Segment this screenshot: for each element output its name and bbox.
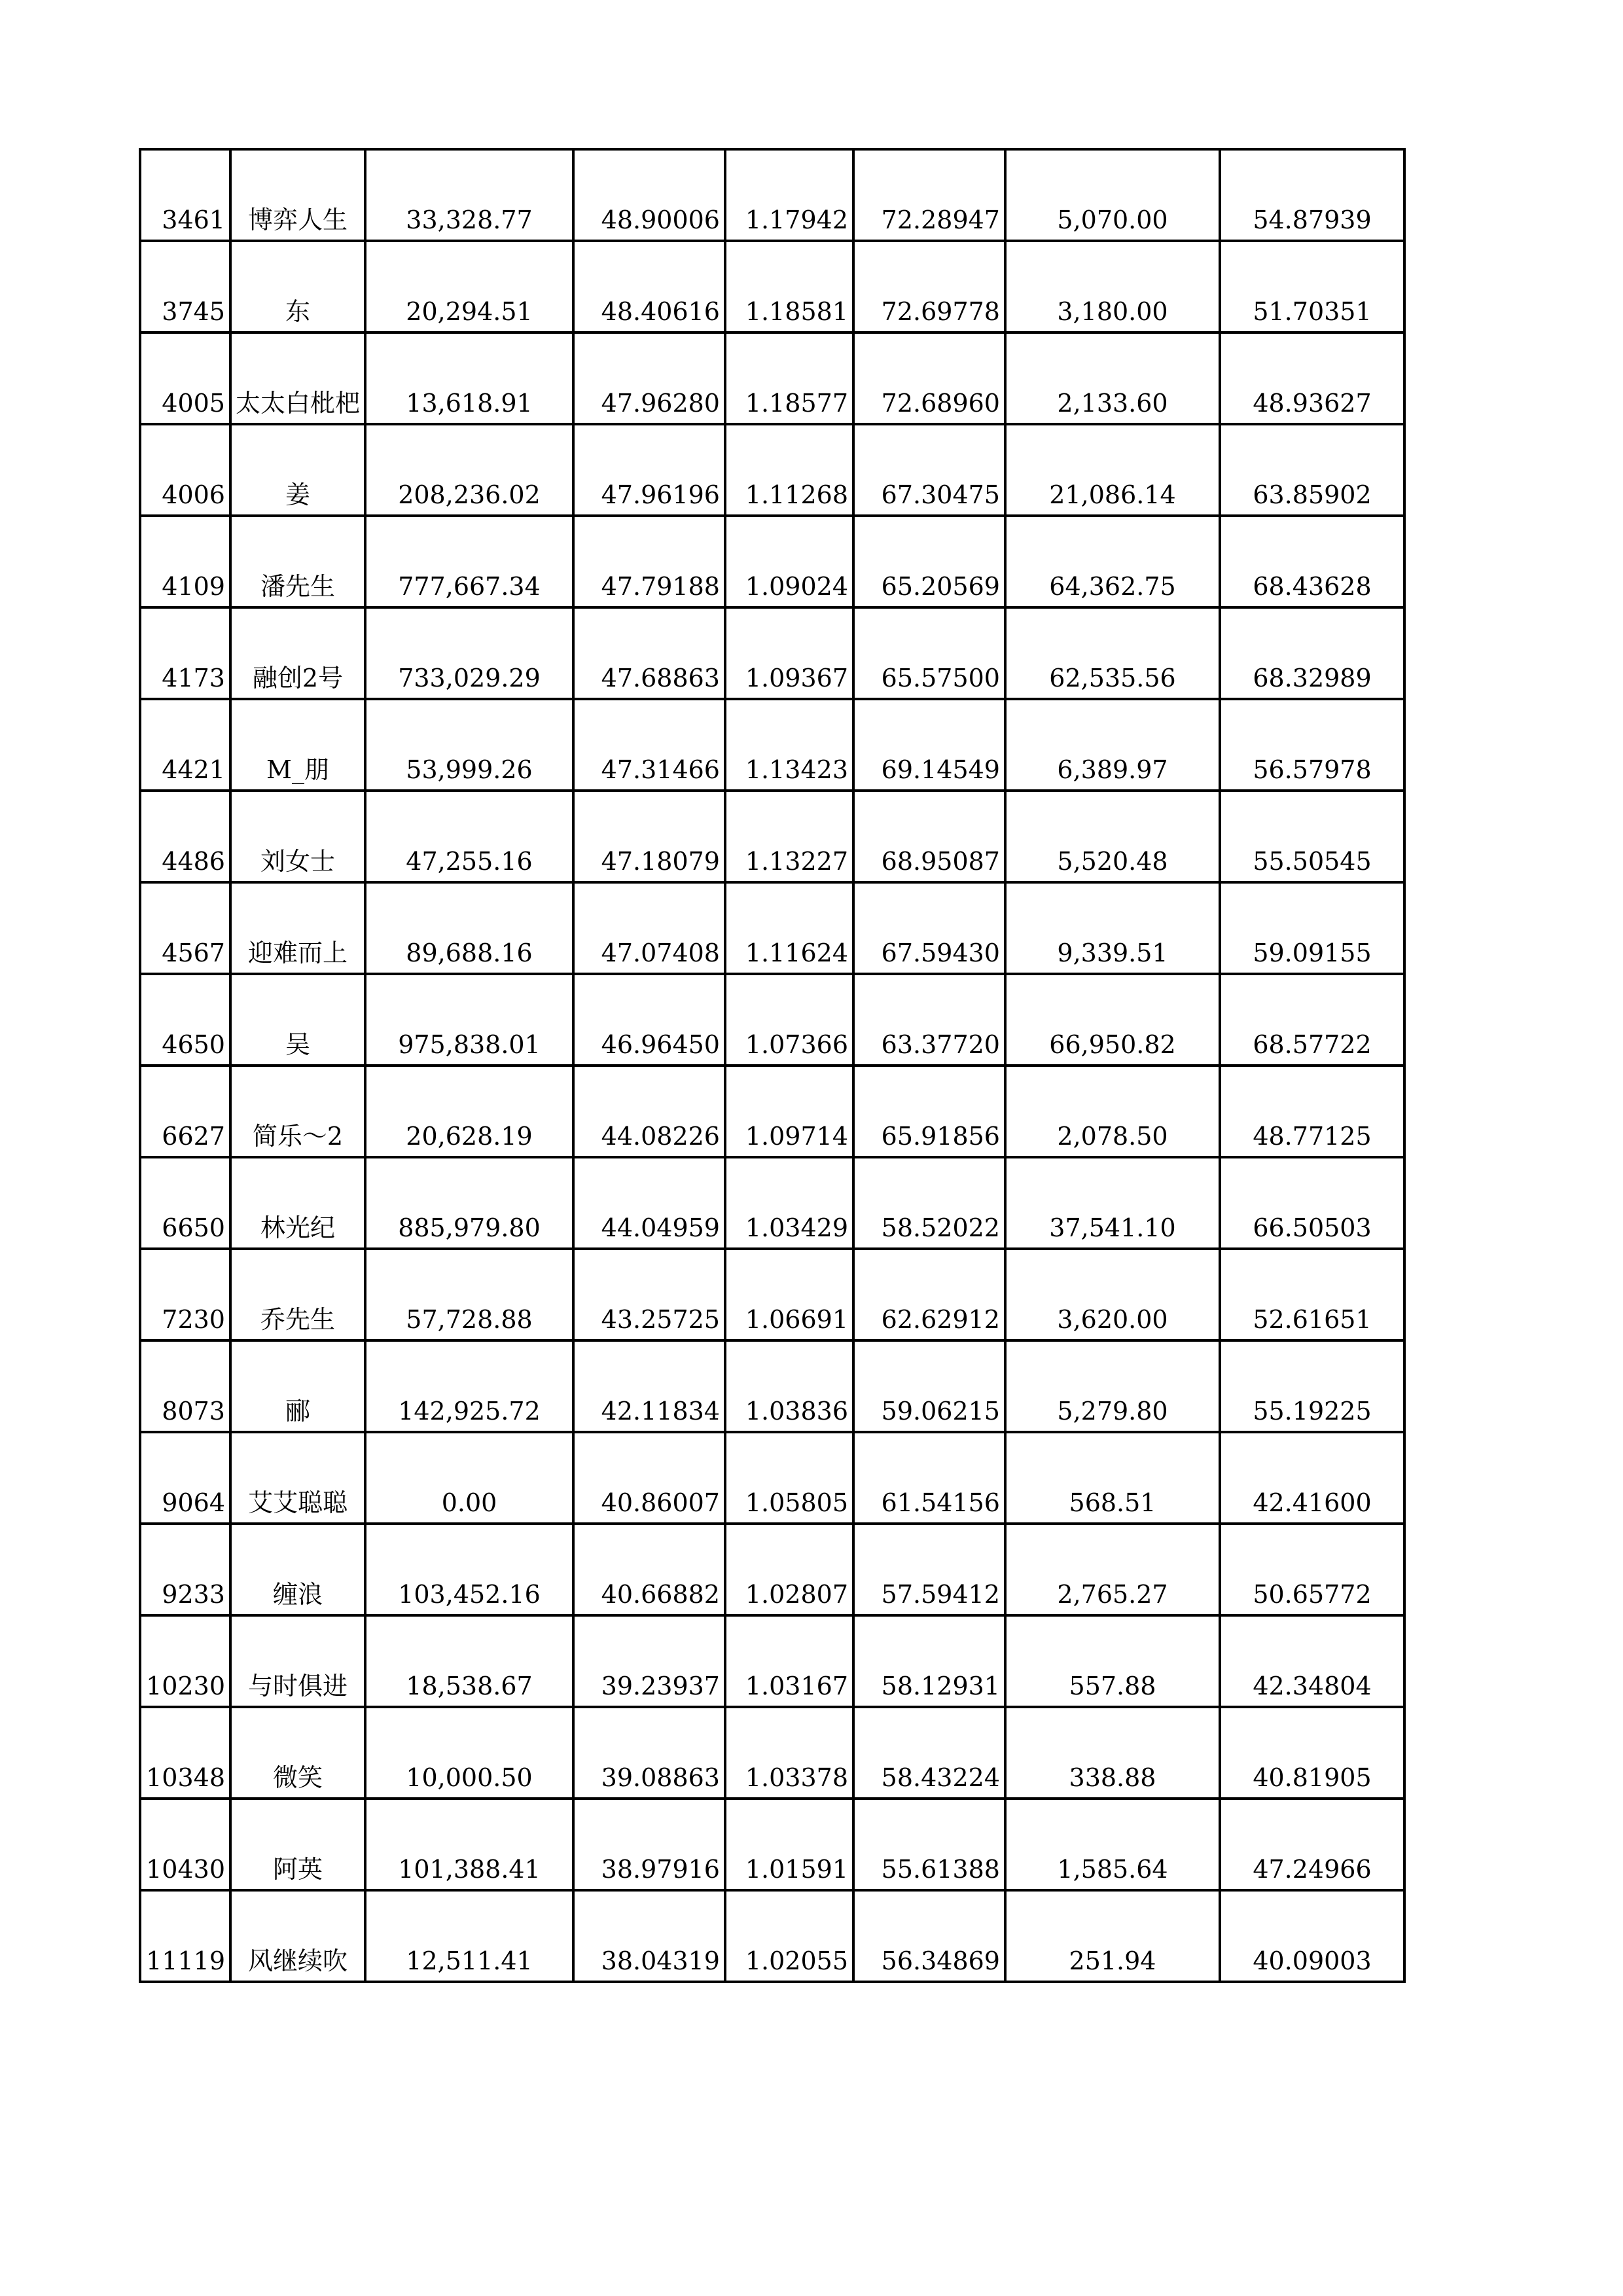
rank-cell: 10230 bbox=[140, 1615, 230, 1707]
value-a-cell: 40.86007 bbox=[573, 1432, 725, 1524]
amount-cell: 142,925.72 bbox=[365, 1340, 573, 1432]
amount-cell: 53,999.26 bbox=[365, 699, 573, 791]
name-cell: 风继续吹 bbox=[230, 1890, 365, 1982]
value-a-cell: 47.68863 bbox=[573, 607, 725, 699]
name-cell: 吴 bbox=[230, 974, 365, 1066]
score-cell: 68.57722 bbox=[1220, 974, 1404, 1066]
value-b-cell: 65.20569 bbox=[853, 516, 1005, 607]
name-cell: 东 bbox=[230, 241, 365, 332]
table-row bbox=[140, 1340, 1404, 1432]
amount-cell: 885,979.80 bbox=[365, 1157, 573, 1249]
amount-b-cell: 251.94 bbox=[1005, 1890, 1220, 1982]
table-row bbox=[140, 791, 1404, 882]
value-a-cell: 47.07408 bbox=[573, 882, 725, 974]
name-cell: 微笑 bbox=[230, 1707, 365, 1799]
amount-b-cell: 2,133.60 bbox=[1005, 332, 1220, 424]
rank-cell: 4650 bbox=[140, 974, 230, 1066]
rank-cell: 4567 bbox=[140, 882, 230, 974]
value-b-cell: 72.28947 bbox=[853, 149, 1005, 241]
score-cell: 50.65772 bbox=[1220, 1524, 1404, 1615]
amount-b-cell: 338.88 bbox=[1005, 1707, 1220, 1799]
rank-cell: 10348 bbox=[140, 1707, 230, 1799]
value-b-cell: 72.68960 bbox=[853, 332, 1005, 424]
amount-b-cell: 3,620.00 bbox=[1005, 1249, 1220, 1340]
value-a-cell: 38.04319 bbox=[573, 1890, 725, 1982]
amount-cell: 0.00 bbox=[365, 1432, 573, 1524]
score-cell: 42.34804 bbox=[1220, 1615, 1404, 1707]
name-cell: 缠浪 bbox=[230, 1524, 365, 1615]
amount-b-cell: 2,765.27 bbox=[1005, 1524, 1220, 1615]
value-a-cell: 47.18079 bbox=[573, 791, 725, 882]
value-b-cell: 58.43224 bbox=[853, 1707, 1005, 1799]
rank-cell: 8073 bbox=[140, 1340, 230, 1432]
value-b-cell: 69.14549 bbox=[853, 699, 1005, 791]
score-cell: 59.09155 bbox=[1220, 882, 1404, 974]
table-row bbox=[140, 1615, 1404, 1707]
name-cell: 与时俱进 bbox=[230, 1615, 365, 1707]
value-b-cell: 63.37720 bbox=[853, 974, 1005, 1066]
score-cell: 52.61651 bbox=[1220, 1249, 1404, 1340]
amount-cell: 12,511.41 bbox=[365, 1890, 573, 1982]
table-row bbox=[140, 332, 1404, 424]
data-table bbox=[139, 148, 1406, 1983]
score-cell: 63.85902 bbox=[1220, 424, 1404, 516]
rank-cell: 4006 bbox=[140, 424, 230, 516]
rank-cell: 4005 bbox=[140, 332, 230, 424]
name-cell: M_朋 bbox=[230, 699, 365, 791]
table-row bbox=[140, 1707, 1404, 1799]
table-row bbox=[140, 1524, 1404, 1615]
ratio-cell: 1.17942 bbox=[725, 149, 853, 241]
rank-cell: 4109 bbox=[140, 516, 230, 607]
rank-cell: 6627 bbox=[140, 1066, 230, 1157]
value-b-cell: 65.91856 bbox=[853, 1066, 1005, 1157]
value-a-cell: 44.08226 bbox=[573, 1066, 725, 1157]
value-b-cell: 59.06215 bbox=[853, 1340, 1005, 1432]
value-a-cell: 40.66882 bbox=[573, 1524, 725, 1615]
name-cell: 姜 bbox=[230, 424, 365, 516]
value-a-cell: 47.79188 bbox=[573, 516, 725, 607]
rank-cell: 6650 bbox=[140, 1157, 230, 1249]
table-row bbox=[140, 1249, 1404, 1340]
amount-b-cell: 557.88 bbox=[1005, 1615, 1220, 1707]
ratio-cell: 1.03167 bbox=[725, 1615, 853, 1707]
table-row bbox=[140, 149, 1404, 241]
value-a-cell: 43.25725 bbox=[573, 1249, 725, 1340]
ratio-cell: 1.07366 bbox=[725, 974, 853, 1066]
amount-cell: 13,618.91 bbox=[365, 332, 573, 424]
score-cell: 48.93627 bbox=[1220, 332, 1404, 424]
value-a-cell: 46.96450 bbox=[573, 974, 725, 1066]
table-row bbox=[140, 1157, 1404, 1249]
amount-b-cell: 1,585.64 bbox=[1005, 1799, 1220, 1890]
amount-b-cell: 66,950.82 bbox=[1005, 974, 1220, 1066]
score-cell: 42.41600 bbox=[1220, 1432, 1404, 1524]
ratio-cell: 1.09367 bbox=[725, 607, 853, 699]
amount-b-cell: 3,180.00 bbox=[1005, 241, 1220, 332]
rank-cell: 3745 bbox=[140, 241, 230, 332]
score-cell: 47.24966 bbox=[1220, 1799, 1404, 1890]
ratio-cell: 1.11624 bbox=[725, 882, 853, 974]
table-row bbox=[140, 241, 1404, 332]
value-a-cell: 48.90006 bbox=[573, 149, 725, 241]
ratio-cell: 1.18581 bbox=[725, 241, 853, 332]
name-cell: 太太白枇杷 bbox=[230, 332, 365, 424]
ratio-cell: 1.11268 bbox=[725, 424, 853, 516]
name-cell: 融创2号 bbox=[230, 607, 365, 699]
ratio-cell: 1.09024 bbox=[725, 516, 853, 607]
name-cell: 艾艾聪聪 bbox=[230, 1432, 365, 1524]
ratio-cell: 1.13423 bbox=[725, 699, 853, 791]
value-a-cell: 38.97916 bbox=[573, 1799, 725, 1890]
score-cell: 68.43628 bbox=[1220, 516, 1404, 607]
table-row bbox=[140, 699, 1404, 791]
score-cell: 48.77125 bbox=[1220, 1066, 1404, 1157]
score-cell: 55.19225 bbox=[1220, 1340, 1404, 1432]
amount-cell: 777,667.34 bbox=[365, 516, 573, 607]
amount-b-cell: 21,086.14 bbox=[1005, 424, 1220, 516]
amount-cell: 20,294.51 bbox=[365, 241, 573, 332]
rank-cell: 11119 bbox=[140, 1890, 230, 1982]
amount-cell: 208,236.02 bbox=[365, 424, 573, 516]
name-cell: 简乐～2 bbox=[230, 1066, 365, 1157]
value-b-cell: 57.59412 bbox=[853, 1524, 1005, 1615]
amount-cell: 33,328.77 bbox=[365, 149, 573, 241]
name-cell: 林光纪 bbox=[230, 1157, 365, 1249]
score-cell: 55.50545 bbox=[1220, 791, 1404, 882]
table-row bbox=[140, 516, 1404, 607]
amount-b-cell: 9,339.51 bbox=[1005, 882, 1220, 974]
value-b-cell: 65.57500 bbox=[853, 607, 1005, 699]
amount-b-cell: 62,535.56 bbox=[1005, 607, 1220, 699]
value-b-cell: 68.95087 bbox=[853, 791, 1005, 882]
value-a-cell: 44.04959 bbox=[573, 1157, 725, 1249]
amount-cell: 101,388.41 bbox=[365, 1799, 573, 1890]
rank-cell: 9233 bbox=[140, 1524, 230, 1615]
value-b-cell: 58.12931 bbox=[853, 1615, 1005, 1707]
value-a-cell: 42.11834 bbox=[573, 1340, 725, 1432]
ratio-cell: 1.13227 bbox=[725, 791, 853, 882]
table-row bbox=[140, 882, 1404, 974]
table-row bbox=[140, 607, 1404, 699]
ratio-cell: 1.03378 bbox=[725, 1707, 853, 1799]
score-cell: 66.50503 bbox=[1220, 1157, 1404, 1249]
score-cell: 40.09003 bbox=[1220, 1890, 1404, 1982]
ratio-cell: 1.03836 bbox=[725, 1340, 853, 1432]
amount-b-cell: 2,078.50 bbox=[1005, 1066, 1220, 1157]
value-b-cell: 62.62912 bbox=[853, 1249, 1005, 1340]
table-row bbox=[140, 1890, 1404, 1982]
score-cell: 56.57978 bbox=[1220, 699, 1404, 791]
ratio-cell: 1.03429 bbox=[725, 1157, 853, 1249]
table-row bbox=[140, 424, 1404, 516]
ratio-cell: 1.01591 bbox=[725, 1799, 853, 1890]
amount-b-cell: 6,389.97 bbox=[1005, 699, 1220, 791]
name-cell: 潘先生 bbox=[230, 516, 365, 607]
value-b-cell: 58.52022 bbox=[853, 1157, 1005, 1249]
value-a-cell: 48.40616 bbox=[573, 241, 725, 332]
value-b-cell: 61.54156 bbox=[853, 1432, 1005, 1524]
ratio-cell: 1.02807 bbox=[725, 1524, 853, 1615]
rank-cell: 4486 bbox=[140, 791, 230, 882]
amount-b-cell: 37,541.10 bbox=[1005, 1157, 1220, 1249]
value-a-cell: 39.23937 bbox=[573, 1615, 725, 1707]
value-b-cell: 67.59430 bbox=[853, 882, 1005, 974]
score-cell: 40.81905 bbox=[1220, 1707, 1404, 1799]
ratio-cell: 1.02055 bbox=[725, 1890, 853, 1982]
amount-cell: 57,728.88 bbox=[365, 1249, 573, 1340]
rank-cell: 4421 bbox=[140, 699, 230, 791]
rank-cell: 3461 bbox=[140, 149, 230, 241]
amount-b-cell: 5,520.48 bbox=[1005, 791, 1220, 882]
table-row bbox=[140, 1799, 1404, 1890]
ratio-cell: 1.18577 bbox=[725, 332, 853, 424]
name-cell: 郦 bbox=[230, 1340, 365, 1432]
ratio-cell: 1.06691 bbox=[725, 1249, 853, 1340]
amount-cell: 47,255.16 bbox=[365, 791, 573, 882]
table-body bbox=[140, 149, 1404, 1982]
amount-b-cell: 5,070.00 bbox=[1005, 149, 1220, 241]
value-a-cell: 39.08863 bbox=[573, 1707, 725, 1799]
name-cell: 迎难而上 bbox=[230, 882, 365, 974]
amount-cell: 975,838.01 bbox=[365, 974, 573, 1066]
amount-cell: 10,000.50 bbox=[365, 1707, 573, 1799]
ratio-cell: 1.05805 bbox=[725, 1432, 853, 1524]
rank-cell: 7230 bbox=[140, 1249, 230, 1340]
amount-cell: 733,029.29 bbox=[365, 607, 573, 699]
amount-b-cell: 568.51 bbox=[1005, 1432, 1220, 1524]
ratio-cell: 1.09714 bbox=[725, 1066, 853, 1157]
value-b-cell: 56.34869 bbox=[853, 1890, 1005, 1982]
rank-cell: 10430 bbox=[140, 1799, 230, 1890]
score-cell: 68.32989 bbox=[1220, 607, 1404, 699]
rank-cell: 4173 bbox=[140, 607, 230, 699]
table-row bbox=[140, 1432, 1404, 1524]
value-b-cell: 55.61388 bbox=[853, 1799, 1005, 1890]
table-row bbox=[140, 974, 1404, 1066]
name-cell: 博弈人生 bbox=[230, 149, 365, 241]
score-cell: 51.70351 bbox=[1220, 241, 1404, 332]
amount-cell: 103,452.16 bbox=[365, 1524, 573, 1615]
table-row bbox=[140, 1066, 1404, 1157]
value-a-cell: 47.96196 bbox=[573, 424, 725, 516]
value-b-cell: 72.69778 bbox=[853, 241, 1005, 332]
amount-cell: 20,628.19 bbox=[365, 1066, 573, 1157]
amount-cell: 18,538.67 bbox=[365, 1615, 573, 1707]
value-a-cell: 47.31466 bbox=[573, 699, 725, 791]
value-a-cell: 47.96280 bbox=[573, 332, 725, 424]
amount-b-cell: 5,279.80 bbox=[1005, 1340, 1220, 1432]
amount-b-cell: 64,362.75 bbox=[1005, 516, 1220, 607]
value-b-cell: 67.30475 bbox=[853, 424, 1005, 516]
amount-cell: 89,688.16 bbox=[365, 882, 573, 974]
score-cell: 54.87939 bbox=[1220, 149, 1404, 241]
name-cell: 阿英 bbox=[230, 1799, 365, 1890]
name-cell: 乔先生 bbox=[230, 1249, 365, 1340]
rank-cell: 9064 bbox=[140, 1432, 230, 1524]
name-cell: 刘女士 bbox=[230, 791, 365, 882]
